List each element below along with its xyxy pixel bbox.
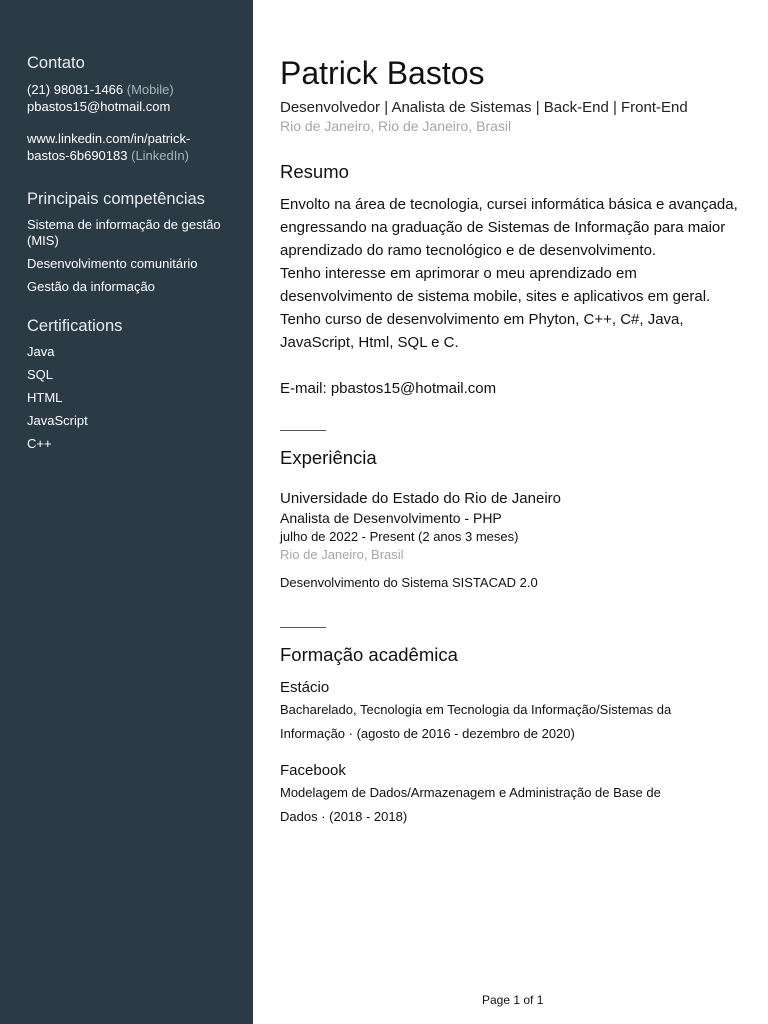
- experience-description: Desenvolvimento do Sistema SISTACAD 2.0: [280, 575, 538, 590]
- education-school: Facebook: [280, 762, 346, 779]
- linkedin-url-line1[interactable]: www.linkedin.com/in/patrick-: [27, 131, 191, 146]
- education-school: Estácio: [280, 679, 330, 696]
- education-heading: Formação acadêmica: [280, 644, 458, 665]
- summary-line: aprendizado do ramo tecnológico e de desenvolvimento.: [280, 242, 657, 259]
- experience-role: Analista de Desenvolvimento - PHP: [280, 510, 502, 526]
- skill-item: Sistema de informação de gestão (MIS): [27, 217, 221, 248]
- summary-line: Tenho interesse em aprimorar o meu aprendizado em: [280, 265, 637, 282]
- education-degree-line: Modelagem de Dados/Armazenagem e Administração de Base de: [280, 785, 661, 800]
- contact-email[interactable]: pbastos15@hotmail.com: [27, 99, 171, 114]
- certification-item: HTML: [27, 390, 63, 405]
- skill-item: Desenvolvimento comunitário: [27, 256, 198, 271]
- experience-dates: julho de 2022 - Present (2 anos 3 meses): [280, 529, 519, 544]
- summary-line: desenvolvimento de sistema mobile, sites e aplicativos em geral.: [280, 288, 711, 305]
- main-content: [280, 54, 750, 829]
- certification-item: Java: [27, 344, 55, 359]
- summary-email: E-mail: pbastos15@hotmail.com: [280, 380, 497, 397]
- education-entry: [280, 761, 750, 829]
- certification-item: C++: [27, 436, 52, 451]
- certifications-list: [27, 344, 231, 452]
- linkedin-url-line2[interactable]: [27, 147, 231, 164]
- skill-item: Gestão da informação: [27, 279, 155, 294]
- sidebar: [0, 0, 253, 1024]
- experience-entry: [280, 489, 750, 592]
- page-number: Page 1 of 1: [482, 993, 544, 1007]
- skills-section: [27, 190, 231, 295]
- headline: Desenvolvedor | Analista de Sistemas | Back-End | Front-End: [280, 99, 688, 116]
- linkedin-type: (LinkedIn): [131, 148, 189, 163]
- section-divider: [280, 430, 326, 431]
- education-entry: [280, 678, 750, 746]
- summary-line: JavaScript, Html, SQL e C.: [280, 334, 459, 351]
- education-degree-line: Bacharelado, Tecnologia em Tecnologia da Informação/Sistemas da: [280, 702, 672, 717]
- summary-line: Envolto na área de tecnologia, cursei informática básica e avançada,: [280, 196, 738, 213]
- education-degree-line: Dados · (2018 - 2018): [280, 809, 408, 824]
- person-name: Patrick Bastos: [280, 55, 485, 91]
- experience-heading: Experiência: [280, 447, 377, 468]
- phone-number: (21) 98081-1466: [27, 82, 124, 97]
- certification-item: JavaScript: [27, 413, 88, 428]
- skills-heading: Principais competências: [27, 190, 205, 208]
- experience-place: Rio de Janeiro, Brasil: [280, 547, 404, 562]
- section-divider: [280, 627, 326, 628]
- education-degree-line: Informação · (agosto de 2016 - dezembro de 2020): [280, 726, 575, 741]
- contact-section: [27, 54, 231, 164]
- location: Rio de Janeiro, Rio de Janeiro, Brasil: [280, 118, 512, 134]
- summary-text: [280, 193, 750, 400]
- contact-heading: Contato: [27, 54, 85, 72]
- skills-list: [27, 217, 231, 295]
- summary-line: engressando na graduação de Sistemas de Informação para maior: [280, 219, 726, 236]
- certifications-heading: Certifications: [27, 317, 123, 335]
- experience-org: Universidade do Estado do Rio de Janeiro: [280, 490, 562, 507]
- summary-line: Tenho curso de desenvolvimento em Phyton, C++, C#, Java,: [280, 311, 684, 328]
- certification-item: SQL: [27, 367, 54, 382]
- certifications-section: [27, 317, 231, 452]
- contact-phone: [27, 81, 231, 98]
- linkedin-url-tail[interactable]: bastos-6b690183: [27, 148, 128, 163]
- phone-type: (Mobile): [126, 82, 174, 97]
- summary-heading: Resumo: [280, 161, 349, 182]
